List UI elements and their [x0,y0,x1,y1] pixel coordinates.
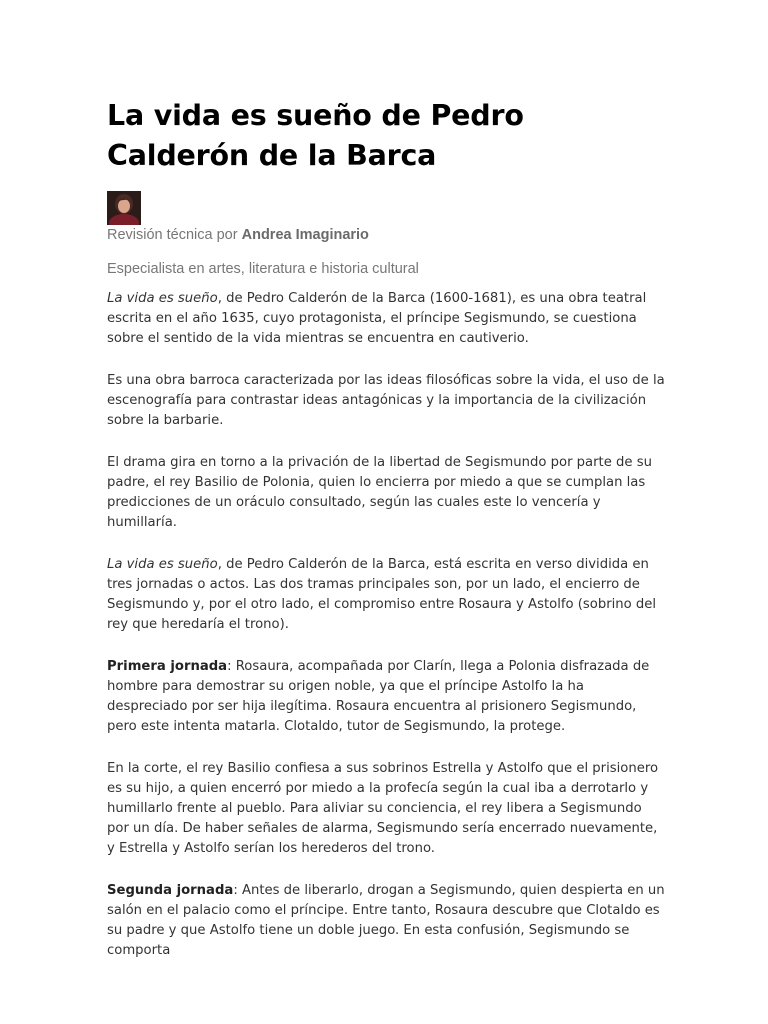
review-prefix: Revisión técnica por [107,227,238,243]
paragraph-text: , de Pedro Calderón de la Barca (1600-1681), es una obra teatral escrita en el año 1635, cuyo protagonista, el príncipe Segismundo, se cuestiona sobre el sentido de la vida mientras se encuentra en cautiverio. [107,291,647,346]
paragraph-3: El drama gira en torno a la privación de la libertad de Segismundo por parte de su padre, el rey Basilio de Polonia, quien lo encierra por miedo a que se cumplan las predicciones de un oráculo consultado, según las cuales este lo vencería y humillaría. [107,455,652,530]
paragraph-6: En la corte, el rey Basilio confiesa a sus sobrinos Estrella y Astolfo que el prisionero es su hijo, a quien encerró por miedo a la profecía según la cual iba a derrotarlo y humillarlo frente al pueblo. Para aliviar su conciencia, el rey libera a Segismundo por un día. De haber señales de alarma, Segismundo sería encerrado nuevamente, y Estrella y Astolfo serían los herederos del trono. [107,761,659,856]
work-title-italic: La vida es sueño [107,291,218,306]
act-heading: Segunda jornada [107,883,234,898]
paragraph-text: : Antes de liberarlo, drogan a Segismundo, quien despierta en un salón en el palacio como el príncipe. Entre tanto, Rosaura descubre que Clotaldo es su padre y que Astolfo tiene un doble juego. En esta confusión, Segismundo se comporta [107,883,665,958]
author-avatar[interactable] [107,191,141,225]
author-role: Especialista en artes, literatura e historia cultural [107,261,419,277]
act-heading: Primera jornada [107,659,228,674]
author-name-link[interactable]: Andrea Imaginario [241,227,369,243]
author-photo-icon [107,191,141,225]
reviewer-line [107,227,369,243]
article-title: La vida es sueño de Pedro Calderón de la Barca [107,99,524,172]
article-body [107,289,667,983]
paragraph-text: , de Pedro Calderón de la Barca, está escrita en verso dividida en tres jornadas o actos. Las dos tramas principales son, por un lado, el encierro de Segismundo y, por el otro lado, el compromiso entre Rosaura y Astolfo (sobrino del rey que heredaría el trono). [107,557,657,632]
paragraph-text: : Rosaura, acompañada por Clarín, llega a Polonia disfrazada de hombre para demostrar su origen noble, ya que el príncipe Astolfo la ha despreciado por ser hija ilegítima. Rosaura encuentra al prisionero Segismundo, pero este intenta matarla. Clotaldo, tutor de Segismundo, la protege. [107,659,650,734]
paragraph-7 [107,881,667,961]
paragraph-4 [107,555,667,635]
work-title-italic: La vida es sueño [107,557,218,572]
paragraph-1 [107,289,667,349]
paragraph-5 [107,657,667,737]
paragraph-2: Es una obra barroca caracterizada por las ideas filosóficas sobre la vida, el uso de la escenografía para contrastar ideas antagónicas y la importancia de la civilización sobre la barbarie. [107,373,665,428]
